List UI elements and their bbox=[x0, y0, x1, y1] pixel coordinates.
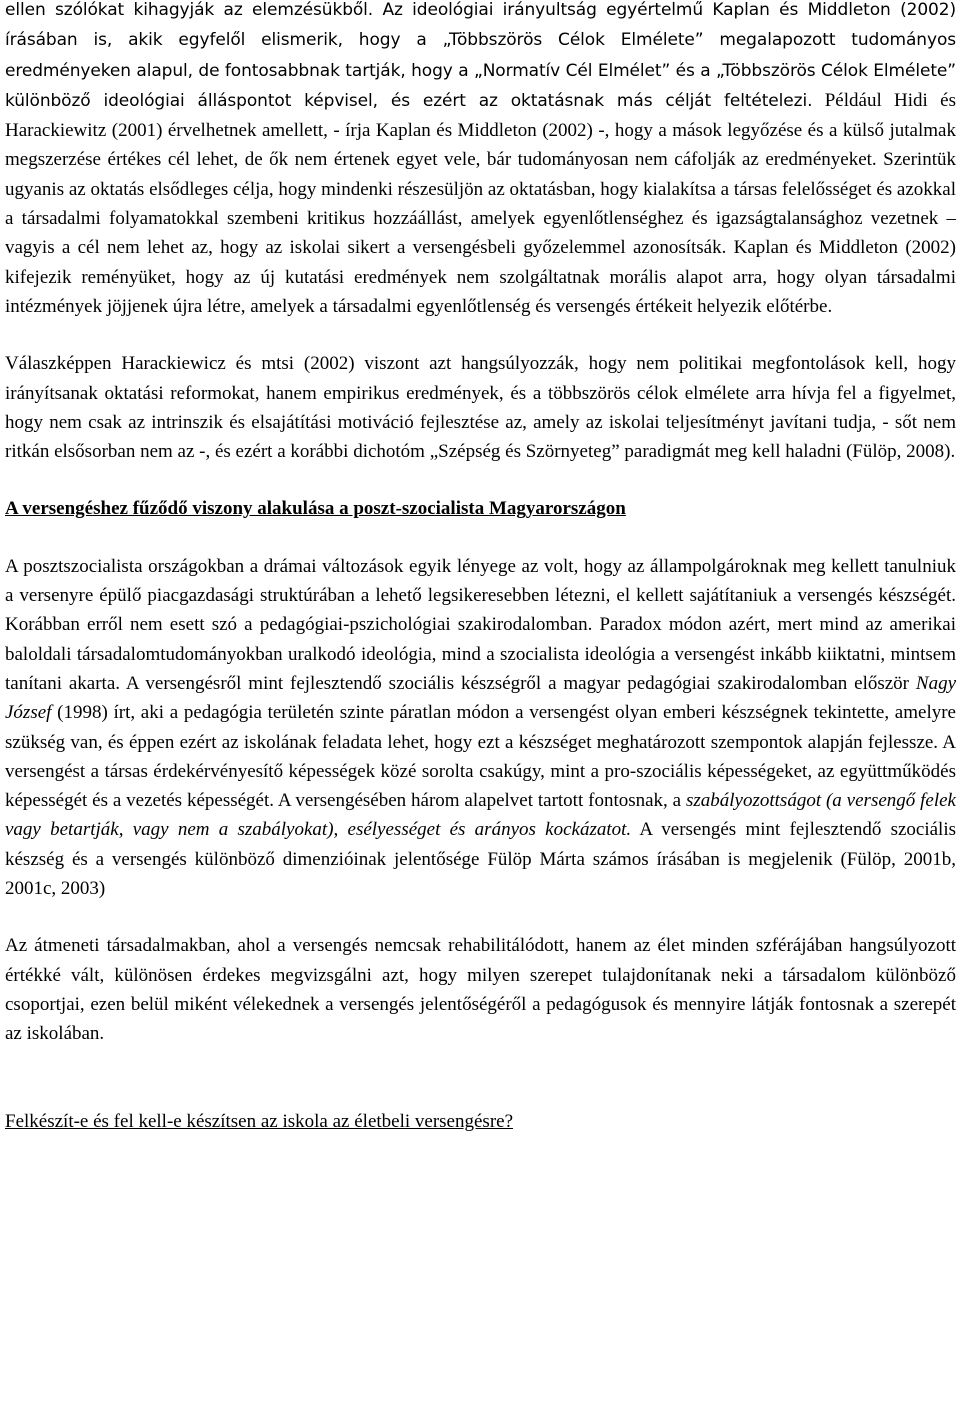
paragraph-2: Válaszképpen Harackiewicz és mtsi (2002) viszont azt hangsúlyozzák, hogy nem politikai megfontolások kell, hogy irányítsanak oktatási reformokat, hanem empirikus eredmények, és a többszörös célok elmélete arra hívja fel a figyelmet, hogy nem csak az intrinszik és elsajátítási motiváció fejlesztése az, amely az iskolai teljesítményt javítani tudja, - sőt nem ritkán elsősorban nem az -, és ezért a korábbi dichotóm „Szépség és Szörnyeteg” paradigmát meg kell haladni (Fülöp, 2008). bbox=[5, 353, 956, 463]
paragraph-1 bbox=[5, 0, 956, 321]
section-subheading: Felkészít-e és fel kell-e készítsen az iskola az életbeli versengésre? bbox=[5, 1110, 514, 1132]
paragraph-3-part-b: (1998) írt, aki a pedagógia területén szinte páratlan módon a versengést olyan emberi készségnek tekintette, amelyre szükség van, és éppen ezért az iskolának feladata lehet, hogy ezt a készséget meghatározott szempontok alapján fejlessze. A versengést a társas érdekérvényesítő képességek közé sorolta csakúgy, mint a pro-szociális képességeket, az együttműködés képességét és a vezetés képességét. A versengésében három alapelvet tartott fontosnak, a bbox=[5, 702, 956, 812]
paragraph-1-sentence-1: ellen szólókat kihagyják az elemzésükből. Az ideológiai irányultság egyértelmű Kaplan és Middleton (2002) írásában is, akik egyfelől elismerik, hogy a „Többszörös Célok Elmélete” megalapozott tudományos eredményeken alapul, de fontosabbnak tartják, hogy a „Normatív Cél Elmélet” és a „Többszörös Célok Elmélete” különböző ideológiai álláspontot képvisel, és ezért az oktatásnak más célját feltételezi. bbox=[5, 0, 956, 111]
section-heading: A versengéshez fűződő viszony alakulása a poszt-szocialista Magyarországon bbox=[5, 498, 626, 520]
principles-italic: szabályozottságot (a versengő felek vagy betartják, vagy nem a szabályokat), esélyességet és arányos kockázatot. bbox=[5, 790, 956, 841]
paragraph-3-part-a: A posztszocialista országokban a drámai változások egyik lényege az volt, hogy az állampolgároknak meg kellett tanulniuk a versenyre épülő piacgazdasági struktúrában a lehető legsikeresebben létezni, el kellett sajátítaniuk a versengés készségét. Korábban erről nem esett szó a pedagógiai-pszichológiai szakirodalomban. Paradox módon azért, mert mind az amerikai baloldali társadalomtudományokban uralkodó ideológia, mind a szocialista ideológia a versengést inkább kiiktatni, mintsem tanítani akarta. A versengésről mint fejlesztendő szociális készségről a magyar pedagógiai szakirodalomban először bbox=[5, 555, 956, 694]
paragraph-3 bbox=[5, 552, 956, 904]
author-name: Nagy József bbox=[5, 672, 956, 724]
paragraph-4: Az átmeneti társadalmakban, ahol a versengés nemcsak rehabilitálódott, hanem az élet minden szférájában hangsúlyozott értékké vált, különösen érdekes megvizsgálni azt, hogy milyen szerepet tulajdonítanak neki a társadalom különböző csoportjai, ezen belül miként vélekednek a versengés jelentőségéről a pedagógusok és mennyire látják fontosnak a szerepét az iskolában. bbox=[5, 935, 956, 1045]
paragraph-3-part-c: A versengés mint fejlesztendő szociális készség és a versengés különböző dimenzióinak jelentősége Fülöp Márta számos írásában is megjelenik (Fülöp, 2001b, 2001c, 2003) bbox=[5, 819, 956, 900]
document-page bbox=[5, 0, 956, 1136]
paragraph-1-sentence-2: Például Hidi és Harackiewitz (2001) érvelhetnek amellett, - írja Kaplan és Middleton (2002) -, hogy a mások legyőzése és a külső jutalmak megszerzése értékes cél lehet, de ők nem értenek egyet vele, bár tudományosan nem cáfolják az eredményeket. Szerintük ugyanis az oktatás elsődleges célja, hogy mindenki részesüljön az oktatásban, hogy kialakítsa a társas felelősséget és azokkal a társadalmi folyamatokkal szembeni kritikus hozzáállást, amelyek egyenlőtlenséghez és igazságtalansághoz vezetnek – vagyis a cél nem lehet az, hogy az iskolai sikert a versengésbeli győzelemmel azonosítsák. Kaplan és Middleton (2002) kifejezik reményüket, hogy az új kutatási eredmények nem szolgáltatnak morális alapot arra, hogy olyan társadalmi intézmények jöjjenek újra létre, amelyek a társadalmi egyenlőtlenség és versengés értékeit helyezik előtérbe. bbox=[5, 89, 956, 317]
